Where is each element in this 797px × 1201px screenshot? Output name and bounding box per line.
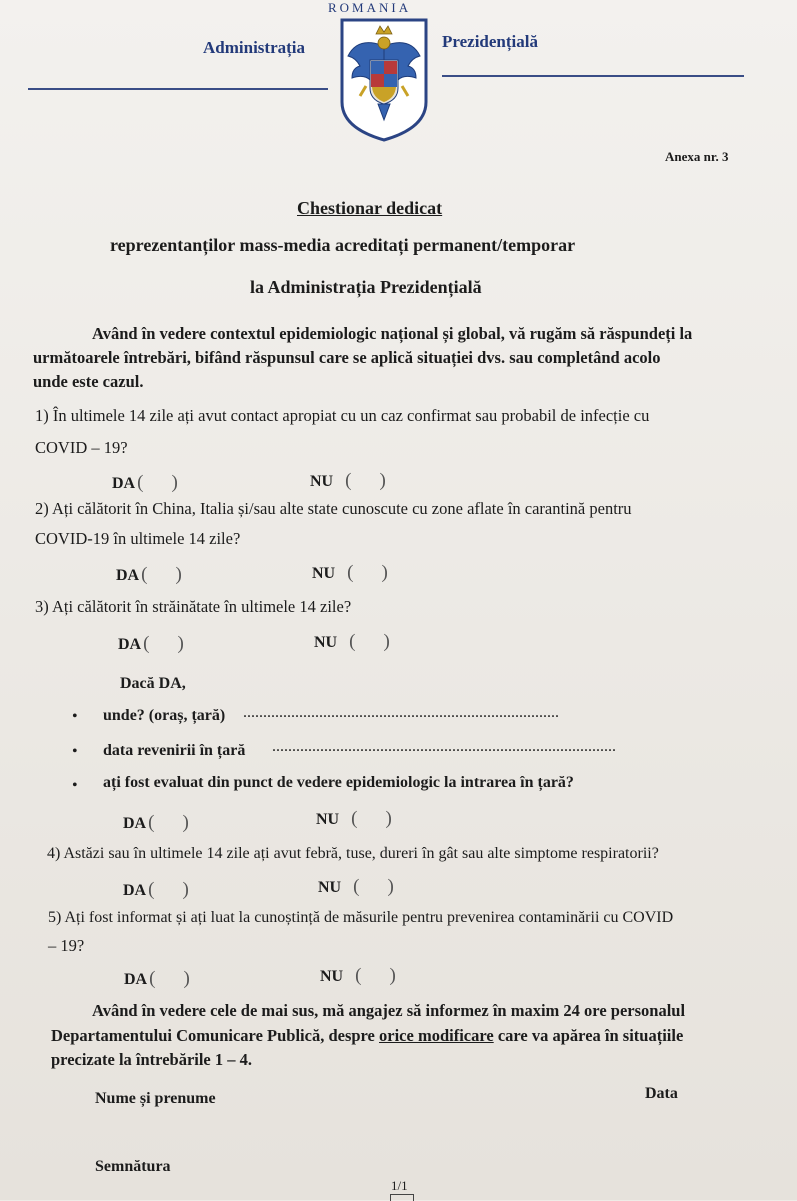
subtitle-line-1: reprezentanților mass-media acreditați permanent/temporar	[110, 235, 576, 255]
q3-no-close: )	[383, 631, 390, 652]
q3-no-option[interactable]	[314, 631, 390, 653]
q4-yes-label: DA	[123, 882, 147, 899]
header-left-word: Administrația	[203, 38, 305, 57]
intro-line-2: următoarele întrebări, bifând răspunsul care se aplică situației dvs. sau completând acolo	[33, 348, 661, 367]
q2-no-option[interactable]	[312, 562, 388, 584]
q2-yes-close: )	[175, 564, 182, 585]
q3-no-open: (	[349, 631, 356, 652]
q4-yes-open: (	[148, 879, 155, 900]
commitment-line-2	[51, 1025, 683, 1046]
q3b-yes-open: (	[148, 812, 155, 833]
commitment-emphasis: orice modificare	[379, 1026, 494, 1045]
q2-no-open: (	[347, 562, 354, 583]
q1-no-open: (	[345, 470, 352, 491]
commitment-line-1: Având în vedere cele de mai sus, mă angajez să informez în maxim 24 ore personalul	[92, 1001, 686, 1020]
q3-yes-open: (	[143, 633, 150, 654]
q3-yes-option[interactable]	[118, 633, 184, 655]
header-line-left	[28, 88, 328, 90]
q5-no-open: (	[355, 965, 362, 986]
q1-yes-option[interactable]	[112, 472, 178, 494]
signature-field-label: Semnătura	[95, 1158, 171, 1175]
q5-no-option[interactable]	[320, 965, 396, 987]
q3-city-country-label: unde? (oraș, țară)	[103, 707, 226, 724]
name-field-label: Nume și prenume	[95, 1090, 216, 1107]
q3-return-date-label: data revenirii în țară	[103, 742, 246, 759]
q3b-no-option[interactable]	[316, 808, 392, 830]
q5-yes-option[interactable]	[124, 968, 190, 990]
q5-no-close: )	[389, 965, 396, 986]
q3b-yes-label: DA	[123, 815, 147, 832]
question-3-line-1: 3) Ați călătorit în străinătate în ultimele 14 zile?	[35, 597, 352, 616]
q3-if-yes-label: Dacă DA,	[120, 675, 186, 692]
q2-no-close: )	[381, 562, 388, 583]
q3-yes-close: )	[177, 633, 184, 654]
question-1-line-1: 1) În ultimele 14 zile ați avut contact apropiat cu un caz confirmat sau probabil de infecție cu	[35, 406, 650, 425]
subtitle-line-2: la Administrația Prezidențială	[250, 277, 482, 297]
commitment-line-2-end: care va apărea în situațiile	[493, 1026, 684, 1045]
q1-yes-open: (	[137, 472, 144, 493]
header-country: ROMANIA	[328, 0, 412, 15]
header-line-right	[442, 75, 744, 77]
question-5-line-2: – 19?	[48, 936, 85, 955]
q2-no-label: NU	[312, 565, 336, 582]
commitment-line-2-start: Departamentului Comunicare Publică, despre	[51, 1026, 380, 1045]
q4-no-close: )	[387, 876, 394, 897]
q5-no-label: NU	[320, 968, 344, 985]
q4-no-label: NU	[318, 879, 342, 896]
coat-of-arms-icon	[338, 16, 430, 144]
q2-yes-open: (	[141, 564, 148, 585]
bullet-3: •	[72, 777, 78, 794]
q3b-no-label: NU	[316, 811, 340, 828]
annex-label: Anexa nr. 3	[665, 149, 729, 164]
page-number: 1/1	[391, 1178, 408, 1193]
q5-yes-open: (	[149, 968, 156, 989]
q1-no-close: )	[379, 470, 386, 491]
q3-city-country-field[interactable]: ...............................................................................	[243, 704, 559, 721]
q2-yes-label: DA	[116, 567, 140, 584]
q4-yes-option[interactable]	[123, 879, 189, 901]
q1-yes-label: DA	[112, 475, 136, 492]
q1-yes-close: )	[171, 472, 178, 493]
q3b-yes-option[interactable]	[123, 812, 189, 834]
question-5-line-1: 5) Ați fost informat și ați luat la cunoștință de măsurile pentru prevenirea contaminării cu COVID	[48, 909, 674, 926]
bullet-2: •	[72, 743, 78, 760]
intro-line-3: unde este cazul.	[33, 372, 144, 391]
question-2-line-1: 2) Ați călătorit în China, Italia și/sau alte state cunoscute cu zone aflate în carantină pentru	[35, 499, 632, 518]
bullet-1: •	[72, 708, 78, 725]
q5-yes-label: DA	[124, 971, 148, 988]
question-1-line-2: COVID – 19?	[35, 438, 128, 457]
q4-yes-close: )	[182, 879, 189, 900]
intro-line-1: Având în vedere contextul epidemiologic național și global, vă rugăm să răspundeți la	[92, 324, 693, 343]
q3b-yes-close: )	[182, 812, 189, 833]
question-4-line-1: 4) Astăzi sau în ultimele 14 zile ați avut febră, tuse, dureri în gât sau alte simptome respiratorii?	[47, 845, 659, 862]
q2-yes-option[interactable]	[116, 564, 182, 586]
q5-yes-close: )	[183, 968, 190, 989]
q3-no-label: NU	[314, 634, 338, 651]
q3b-no-close: )	[385, 808, 392, 829]
page-title: Chestionar dedicat	[297, 198, 443, 218]
header-right-word: Prezidențială	[442, 32, 538, 51]
q1-no-option[interactable]	[310, 470, 386, 492]
commitment-line-3: precizate la întrebările 1 – 4.	[51, 1050, 253, 1069]
q3b-no-open: (	[351, 808, 358, 829]
q4-no-option[interactable]	[318, 876, 394, 898]
q4-no-open: (	[353, 876, 360, 897]
question-2-line-2: COVID-19 în ultimele 14 zile?	[35, 529, 241, 548]
q3-evaluated-label: ați fost evaluat din punct de vedere epidemiologic la intrarea în țară?	[103, 774, 574, 791]
q3-yes-label: DA	[118, 636, 142, 653]
q1-no-label: NU	[310, 473, 334, 490]
date-field-label: Data	[645, 1085, 678, 1102]
q3-return-date-field[interactable]: ......................................................................................	[272, 738, 616, 755]
